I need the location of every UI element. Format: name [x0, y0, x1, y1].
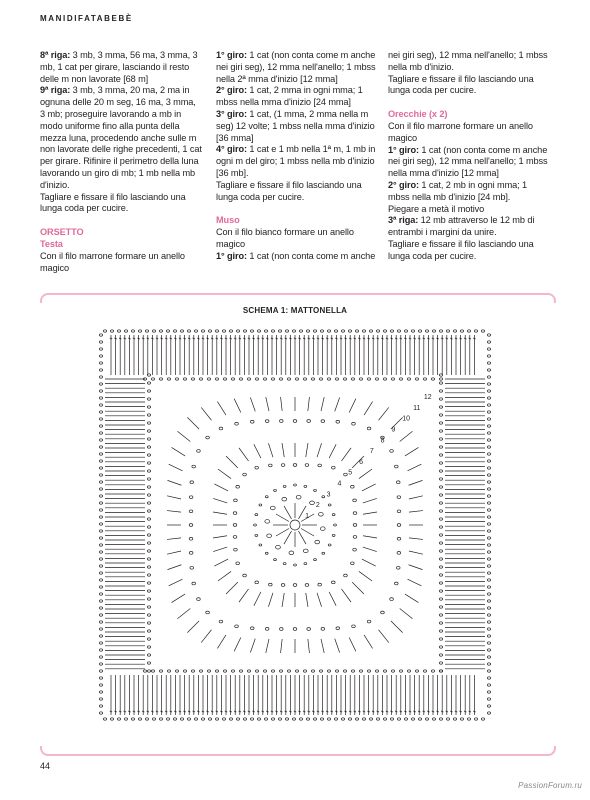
instruction-row-9 — [40, 85, 202, 191]
finish-note: Tagliare e fissare il filo lasciando una lunga coda per cucire. — [388, 238, 534, 261]
instruction-round-2 — [388, 180, 550, 204]
instruction-round-4 — [216, 144, 378, 179]
round-label: 1° giro: — [388, 144, 419, 155]
crochet-chart-mattonella — [95, 325, 495, 725]
round-continuation: nei giri seg), 12 mma nell'anello; 1 mbss nella mb d'inizio. — [388, 50, 548, 72]
instruction-round-1 — [388, 145, 550, 180]
row-text: 3 mb, 3 mma, 56 ma, 3 mma, 3 mb, 1 cat per girare, lasciando il resto delle m non lavorate [68 m] — [40, 50, 198, 84]
round-number-label: 11 — [413, 404, 421, 412]
round-label: 4° giro: — [216, 144, 247, 155]
round-number-label: 3 — [326, 491, 331, 499]
running-header — [40, 14, 133, 23]
fold-note: Piegare a metà il motivo — [388, 203, 485, 214]
finish-note: Tagliare e fissare il filo lasciando una lunga coda per cucire. — [388, 73, 534, 96]
round-number-label: 9 — [391, 426, 396, 434]
round-label: 3° giro: — [216, 108, 247, 119]
row-label: 9ª riga: — [40, 85, 71, 96]
round-number-label: 1 — [305, 512, 309, 520]
row-label: 3ª riga: — [388, 215, 419, 226]
round-text: 1 cat (non conta come m anche — [246, 250, 376, 261]
round-text: 1 cat (non conta come m anche nei giri seg), 12 mma nell'anello; 1 mbss nella mma d'inizio [12 mma] — [388, 144, 548, 179]
round-text: 1 cat (non conta come m anche nei giri seg), 12 mma nell'anello; 1 mbss nella 2ª mma d'inizio [12 mma] — [216, 50, 376, 84]
text-column-3 — [388, 50, 550, 263]
brand-name-bebe: BEBÈ — [104, 14, 133, 23]
section-heading-orsetto: ORSETTO — [40, 227, 84, 238]
round-text: 1 cat, (1 mma, 2 mma nella m seg) 12 volte; 1 mbss nella mma d'inizio [36 mma] — [216, 108, 375, 143]
instruction-row-3 — [388, 215, 550, 239]
magic-ring-note: Con il filo marrone formare un anello magico — [40, 250, 185, 273]
finish-note: Tagliare e fissare il filo lasciando una lunga coda per cucire. — [216, 179, 362, 202]
row-text: 12 mb attraverso le 12 mb di entrambi i margini da unire. — [388, 215, 535, 238]
page-number: 44 — [40, 761, 51, 771]
instruction-round-1b — [216, 251, 378, 263]
round-number-label: 12 — [423, 394, 432, 402]
round-text: 1 cat e 1 mb nella 1ª m, 1 mb in ogni m del giro; 1 mbss nella mb d'inizio [36 mb]. — [216, 144, 376, 178]
instruction-round-2 — [216, 85, 378, 109]
row-label: 8ª riga: — [40, 50, 71, 60]
round-number-label: 2 — [315, 502, 320, 510]
finish-note: Tagliare e fissare il filo lasciando una lunga coda per cucire. — [40, 191, 186, 214]
section-divider — [40, 293, 556, 303]
round-number-label: 4 — [337, 480, 342, 488]
instruction-row-8 — [40, 50, 202, 85]
text-column-2 — [216, 50, 378, 263]
row-text: 3 mb, 3 mma, 20 ma, 2 ma in ognuna delle 20 m seg, 16 ma, 3 mma, 3 mb; proseguire lavorando a mb in modo uniforme fino alla punta della mezza luna, procedendo anche sulle m non lavorate delle righe precedenti, 1 cat per girare. Rifinire il perimetro della luna lavorando un giro di mb; 1 mb nella mb d'inizio. — [40, 85, 202, 190]
round-text: 1 cat, 2 mb in ogni mma; 1 mbss nella mb d'inizio [24 mb]. — [388, 179, 528, 202]
magic-ring-note: Con il filo bianco formare un anello magico — [216, 227, 354, 249]
instruction-round-1 — [216, 50, 378, 85]
round-number-label: 8 — [380, 437, 385, 445]
brand-name: MANIDIFATA — [40, 14, 105, 23]
round-label: 1° giro: — [216, 50, 247, 60]
magic-ring-note: Con il filo marrone formare un anello magico — [388, 120, 533, 143]
round-label: 1° giro: — [216, 250, 247, 261]
round-number-label: 7 — [369, 448, 374, 456]
round-number-label: 6 — [359, 458, 363, 466]
round-text: 1 cat, 2 mma in ogni mma; 1 mbss nella mma d'inizio [24 mma] — [216, 85, 363, 108]
round-label: 2° giro: — [216, 85, 247, 96]
magic-ring-icon — [290, 520, 300, 530]
schema-title: SCHEMA 1: MATTONELLA — [242, 306, 348, 315]
subheading-orecchie: Orecchie (x 2) — [388, 109, 448, 120]
watermark: PassionForum.ru — [518, 781, 582, 790]
footer-frame — [40, 746, 556, 756]
round-number-label: 10 — [402, 415, 411, 423]
chart-stitches — [99, 330, 490, 720]
subheading-muso: Muso — [216, 215, 240, 226]
instruction-round-3 — [216, 109, 378, 144]
round-number-label: 5 — [348, 469, 353, 477]
subheading-testa: Testa — [40, 238, 63, 249]
text-column-1 — [40, 50, 202, 274]
round-label: 2° giro: — [388, 179, 419, 190]
